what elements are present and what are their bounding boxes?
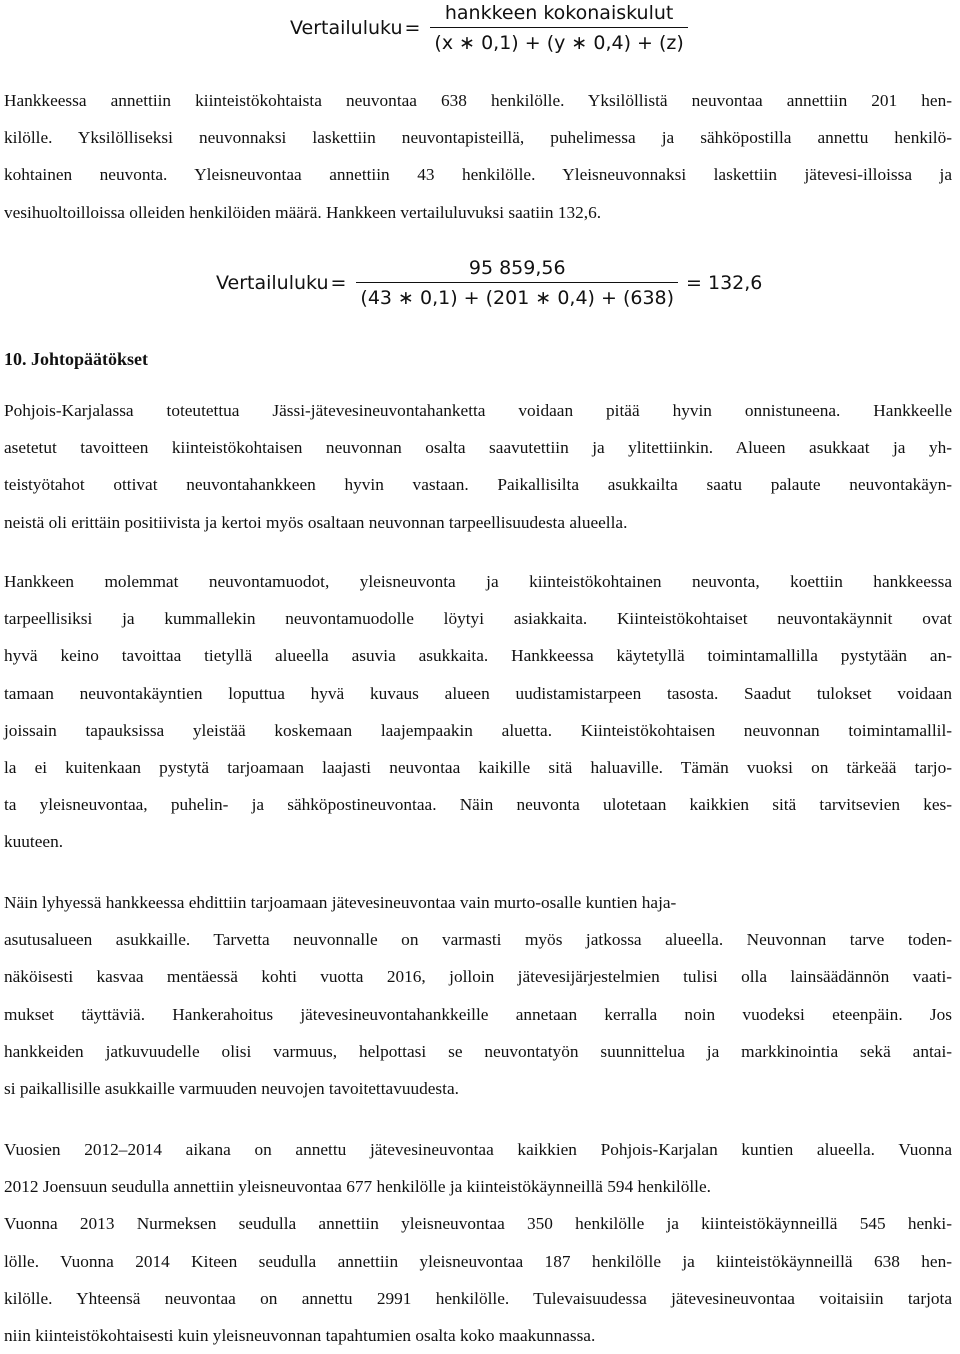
text-line: vesihuoltoilloissa olleiden henkilöiden määrä. Hankkeen vertailuluvuksi saatiin 132,6. — [4, 202, 602, 222]
text-line: si paikallisille asukkaille varmuuden neuvojen tavoitettavuudesta. — [4, 1079, 459, 1099]
text-line: näköisesti kasvaa mentäessä kohti vuotta 2016, jolloin jätevesijärjestelmien tulisi olla lainsäädännön vaati- — [4, 967, 952, 987]
text-line: niin kiinteistökohtaisesti kuin yleisneuvonnan tapahtumien osalta koko maakunnassa. — [4, 1326, 596, 1346]
formula-denominator: (x ∗ 0,1) + (y ∗ 0,4) + (z) — [430, 27, 687, 54]
paragraph-conclusion-2 — [4, 563, 952, 861]
text-line: asetetut tavoitteen kiinteistökohtaisen neuvonnan osalta saavutettiin ja ylitettiinkin. Alueen asukkaat ja yh- — [4, 438, 952, 458]
text-line: Pohjois-Karjalassa toteutettua Jässi-jätevesineuvontahanketta voidaan pitää hyvin onnistuneena. Hankkeelle — [4, 401, 952, 420]
text-line: lölle. Vuonna 2014 Kiteen seudulla annettiin yleisneuvontaa 187 henkilölle ja kiinteistökäynneillä 638 hen- — [4, 1251, 952, 1271]
text-line: tarpeellisiksi ja kummallekin neuvontamuodolle löytyi asiakkaita. Kiinteistökohtaiset neuvontakäynnit ovat — [4, 609, 952, 629]
text-line: Hankkeessa annettiin kiinteistökohtaista neuvontaa 638 henkilölle. Yksilöllistä neuvontaa annettiin 201 hen- — [4, 91, 952, 110]
text-line: 2012 Joensuun seudulla annettiin yleisneuvontaa 677 henkilölle ja kiinteistökäynneillä 594 henkilölle. — [4, 1177, 711, 1197]
text-line: ta yleisneuvontaa, puhelin- ja sähköpostineuvontaa. Näin neuvonta ulotetaan kaikkien sitä tarvitsevien kes- — [4, 795, 952, 815]
text-line: kuuteen. — [4, 832, 64, 852]
text-line: Näin lyhyessä hankkeessa ehdittiin tarjoamaan jätevesineuvontaa vain murto-osalle kuntien haja- — [4, 893, 677, 912]
formula-numerator: hankkeen kokonaiskulut — [444, 2, 674, 24]
text-line: Hankkeen molemmat neuvontamuodot, yleisneuvonta ja kiinteistökohtainen neuvonta, koettiin hankkeessa — [4, 572, 952, 591]
text-line: joissain tapauksissa yleistää koskemaan laajempaakin aluetta. Kiinteistökohtaisen neuvonnan toimintamallil- — [4, 720, 952, 740]
text-line: mukset täyttäviä. Hankerahoitus jätevesineuvontahankkeille annetaan kerralla noin vuodeksi eteenpäin. Jos — [4, 1004, 952, 1024]
text-line: teistyötahot ottivat neuvontahankkeen hyvin vastaan. Paikallisilta asukkailta saatu palaute neuvontakäyn- — [4, 475, 952, 495]
text-line: Vuonna 2013 Nurmeksen seudulla annettiin yleisneuvontaa 350 henkilölle ja kiinteistökäynneillä 545 henki- — [4, 1214, 952, 1234]
formula-fraction — [430, 2, 687, 54]
paragraph-conclusion-3 — [4, 884, 952, 1107]
formula-numerator: 95 859,56 — [468, 257, 566, 279]
formula-denominator: (43 ∗ 0,1) + (201 ∗ 0,4) + (638) — [356, 282, 678, 309]
text-line: Vuosien 2012–2014 aikana on annettu jätevesineuvontaa kaikkien Pohjois-Karjalan kuntien alueella. Vuonna — [4, 1140, 952, 1159]
formula-general — [290, 2, 696, 54]
text-line: kilölle. Yksilölliseksi neuvonnaksi laskettiin neuvontapisteillä, puhelimessa ja sähköpostilla annettu henkilö- — [4, 128, 952, 148]
paragraph-conclusion-4 — [4, 1131, 952, 1354]
text-line: la ei kuitenkaan pystytä tarjoamaan laajasti neuvontaa kaikille sitä haluaville. Tämän vuoksi on tärkeää tarjo- — [4, 758, 952, 778]
formula-equals: = — [330, 272, 347, 294]
text-line: tamaan neuvontakäyntien loputtua hyvä kuvaus alueen uudistamistarpeen tasosta. Saadut tulokset voidaan — [4, 683, 952, 703]
text-line: asutusalueen asukkaille. Tarvetta neuvonnalle on varmasti myös jatkossa alueella. Neuvonnan tarve toden- — [4, 930, 952, 950]
text-line: kilölle. Yhteensä neuvontaa on annettu 2991 henkilölle. Tulevaisuudessa jätevesineuvontaa voitaisiin tarjota — [4, 1288, 952, 1308]
formula-equals: = — [404, 17, 421, 39]
text-line: hankkeiden jatkuvuudelle olisi varmuus, helpottasi se neuvontatyön suunnittelua ja markkinointia sekä antai- — [4, 1041, 952, 1061]
section-heading: 10. Johtopäätökset — [4, 349, 149, 369]
paragraph-conclusion-1 — [4, 392, 952, 541]
formula-lhs: Vertailuluku — [290, 17, 403, 39]
formula-fraction — [356, 257, 678, 309]
paragraph-results — [4, 82, 952, 231]
formula-lhs: Vertailuluku — [216, 272, 329, 294]
formula-result: = 132,6 — [686, 272, 763, 294]
formula-computed — [216, 257, 762, 309]
text-line: hyvä keino tavoittaa tietyllä alueella asuvia asukkaita. Hankkeessa käytetyllä toimintamallilla pystytään an- — [4, 646, 952, 666]
text-line: neistä oli erittäin positiivista ja kertoi myös osaltaan neuvonnan tarpeellisuudesta alueella. — [4, 512, 628, 532]
text-line: kohtainen neuvonta. Yleisneuvontaa annettiin 43 henkilölle. Yleisneuvonnaksi laskettiin jätevesi-illoissa ja — [4, 165, 952, 185]
